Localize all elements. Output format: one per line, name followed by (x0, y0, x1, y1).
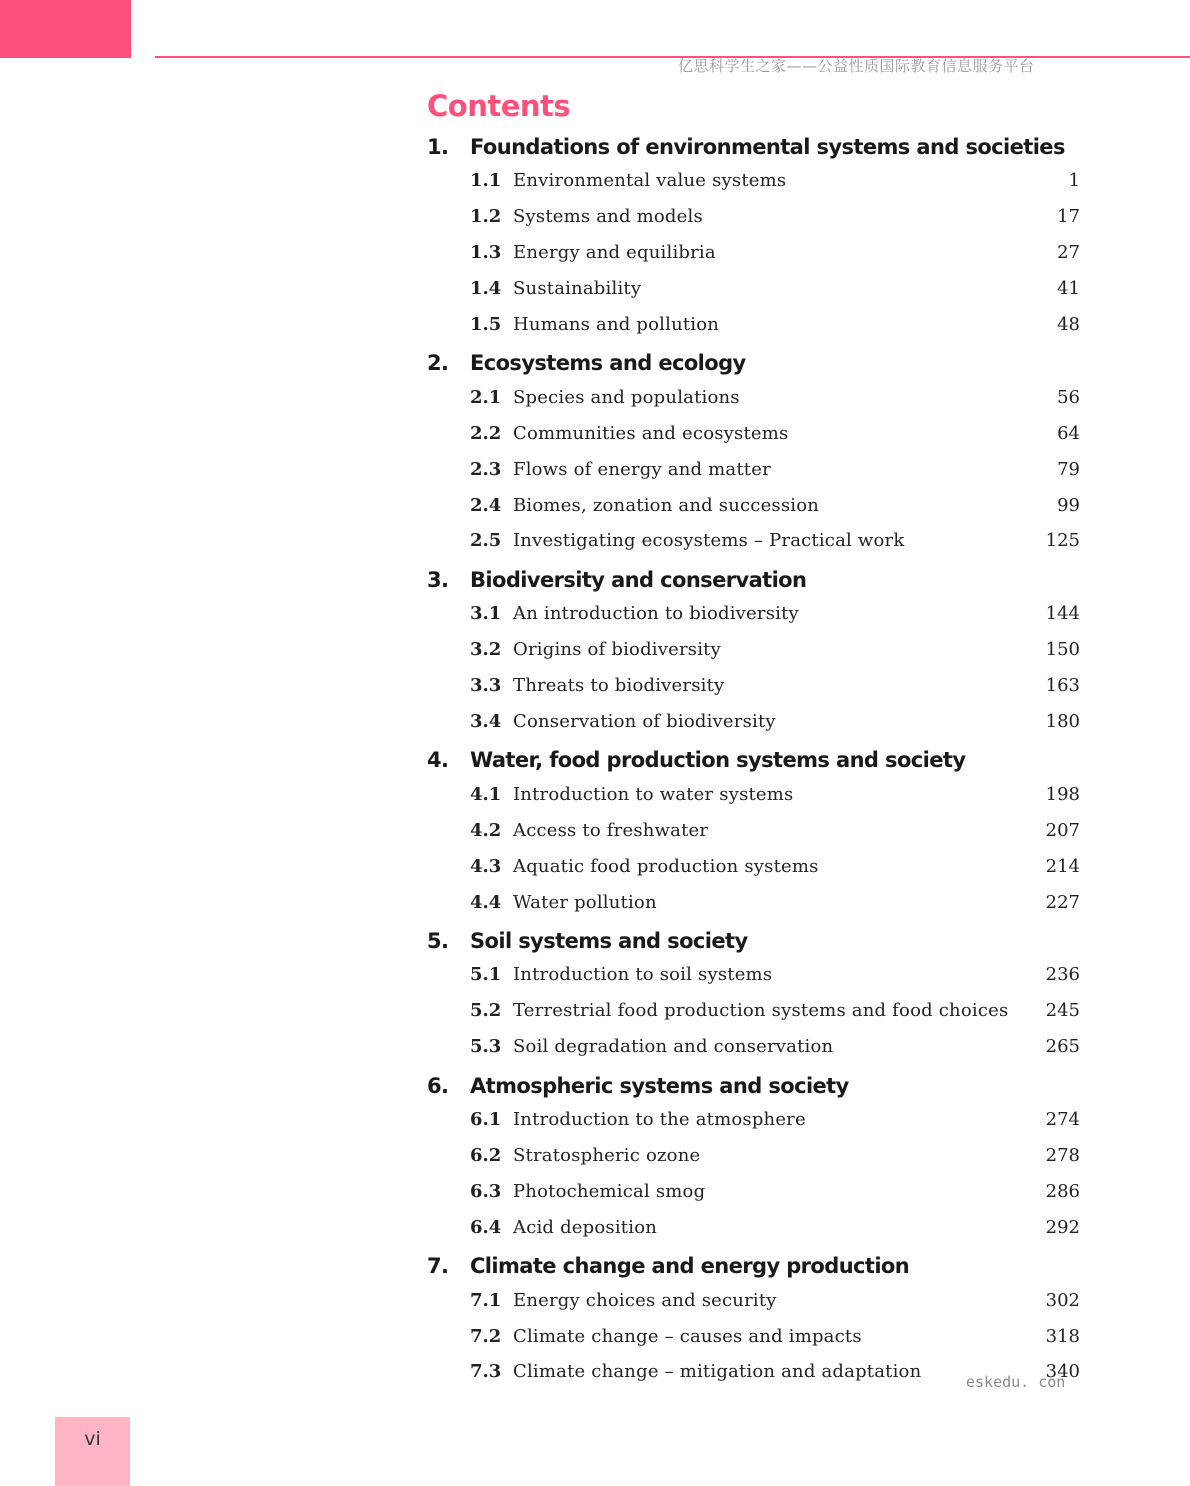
chapter-title: Biodiversity and conservation (470, 567, 807, 592)
chapter-title: Water, food production systems and society (470, 748, 966, 773)
section-number: 3.1 (470, 603, 502, 625)
section-title: Energy and equilibria (513, 242, 716, 264)
chapter (427, 744, 1080, 920)
chapter-title: Soil systems and society (470, 929, 748, 954)
section-number: 2.3 (470, 458, 502, 480)
section-page-number: 79 (1057, 458, 1080, 480)
header-rule (155, 56, 1190, 58)
section-page-number: 292 (1045, 1216, 1080, 1238)
toc-entry[interactable] (427, 884, 1080, 920)
section-page-number: 340 (1045, 1361, 1080, 1383)
section-page-number: 265 (1045, 1036, 1080, 1058)
section-number: 2.4 (470, 494, 502, 516)
section-page-number: 150 (1045, 639, 1080, 661)
section-page-number: 236 (1045, 964, 1080, 986)
corner-tab (0, 0, 131, 58)
section-title: An introduction to biodiversity (513, 603, 799, 625)
page-number-tab (55, 1417, 130, 1486)
section-number: 6.4 (470, 1216, 502, 1238)
section-page-number: 180 (1045, 711, 1080, 733)
section-page-number: 302 (1045, 1289, 1080, 1311)
section-number: 2.1 (470, 386, 502, 408)
toc-entry[interactable] (427, 776, 1080, 812)
section-page-number: 17 (1057, 206, 1080, 228)
toc-entry[interactable] (427, 199, 1080, 235)
toc-entry[interactable] (427, 632, 1080, 668)
chapter-heading[interactable] (427, 1070, 1080, 1102)
toc-entry[interactable] (427, 1102, 1080, 1138)
section-number: 5.1 (470, 964, 502, 986)
toc-entry[interactable] (427, 1138, 1080, 1174)
chapter (427, 925, 1080, 1065)
section-number: 2.2 (470, 422, 502, 444)
chapter-heading[interactable] (427, 131, 1080, 163)
toc-entry[interactable] (427, 415, 1080, 451)
chapter-number: 6. (427, 1073, 449, 1098)
section-title: Conservation of biodiversity (513, 711, 776, 733)
chapter-heading[interactable] (427, 1250, 1080, 1282)
chapter-number: 5. (427, 929, 449, 954)
toc-entry[interactable] (427, 848, 1080, 884)
section-page-number: 48 (1057, 314, 1080, 335)
section-title: Aquatic food production systems (513, 855, 819, 877)
chapter-number: 4. (427, 748, 449, 773)
section-title: Species and populations (513, 386, 740, 408)
toc-entry[interactable] (427, 704, 1080, 740)
section-page-number: 144 (1045, 603, 1080, 625)
section-title: Energy choices and security (513, 1289, 777, 1311)
section-title: Water pollution (513, 891, 657, 913)
chapter (427, 1070, 1080, 1246)
section-number: 5.3 (470, 1036, 502, 1058)
section-title: Climate change – causes and impacts (513, 1325, 862, 1347)
toc-entry[interactable] (427, 596, 1080, 632)
chapter-title: Foundations of environmental systems and societies (470, 135, 1065, 159)
section-page-number: 214 (1045, 855, 1080, 877)
toc-entry[interactable] (427, 1209, 1080, 1245)
toc-entry[interactable] (427, 235, 1080, 271)
chapter-heading[interactable] (427, 347, 1080, 379)
section-number: 1.4 (470, 278, 502, 300)
section-number: 1.1 (470, 170, 502, 192)
section-number: 3.2 (470, 639, 502, 661)
section-number: 1.2 (470, 206, 502, 228)
chapter-number: 1. (427, 135, 449, 159)
section-title: Climate change – mitigation and adaptation (513, 1361, 922, 1383)
chapter (427, 131, 1080, 342)
section-title: Stratospheric ozone (513, 1145, 701, 1167)
toc-entry[interactable] (427, 957, 1080, 993)
toc-entry[interactable] (427, 812, 1080, 848)
section-number: 3.3 (470, 675, 502, 697)
section-number: 6.2 (470, 1145, 502, 1167)
section-page-number: 245 (1045, 1000, 1080, 1022)
page-number: vi (84, 1428, 101, 1450)
chapter (427, 1250, 1080, 1390)
section-title: Investigating ecosystems – Practical work (513, 530, 905, 552)
section-number: 5.2 (470, 1000, 502, 1022)
toc-entry[interactable] (427, 1173, 1080, 1209)
section-page-number: 207 (1045, 819, 1080, 841)
section-title: Terrestrial food production systems and food choices (513, 1000, 1009, 1022)
section-number: 7.1 (470, 1289, 502, 1311)
toc-entry[interactable] (427, 163, 1080, 199)
toc-entry[interactable] (427, 1029, 1080, 1065)
page-title: Contents (427, 89, 571, 123)
section-page-number: 318 (1045, 1325, 1080, 1347)
section-title: Introduction to water systems (513, 783, 794, 805)
toc-entry[interactable] (427, 487, 1080, 523)
section-page-number: 99 (1057, 494, 1080, 516)
section-title: Sustainability (513, 278, 642, 300)
section-page-number: 274 (1045, 1109, 1080, 1131)
chapter-number: 3. (427, 567, 449, 592)
toc-entry[interactable] (427, 1282, 1080, 1318)
section-number: 1.5 (470, 314, 502, 335)
chapter (427, 564, 1080, 740)
section-number: 4.2 (470, 819, 502, 841)
chapter-number: 2. (427, 351, 449, 376)
toc-entry[interactable] (427, 668, 1080, 704)
chapter (427, 347, 1080, 558)
section-title: Introduction to soil systems (513, 964, 773, 986)
chapter-number: 7. (427, 1254, 449, 1279)
section-title: Biomes, zonation and succession (513, 494, 820, 516)
section-title: Communities and ecosystems (513, 422, 789, 444)
chapter-heading[interactable] (427, 564, 1080, 596)
section-number: 1.3 (470, 242, 502, 264)
section-number: 7.3 (470, 1361, 502, 1383)
toc-entry[interactable] (427, 1318, 1080, 1354)
section-number: 4.4 (470, 891, 502, 913)
footer-watermark: eskedu. con (966, 1373, 1066, 1391)
toc-entry[interactable] (427, 379, 1080, 415)
section-page-number: 227 (1045, 891, 1080, 913)
section-page-number: 41 (1057, 278, 1080, 300)
section-number: 4.1 (470, 783, 502, 805)
section-title: Photochemical smog (513, 1180, 706, 1202)
section-page-number: 163 (1045, 675, 1080, 697)
section-title: Soil degradation and conservation (513, 1036, 834, 1058)
section-page-number: 125 (1045, 530, 1080, 552)
section-number: 6.1 (470, 1109, 502, 1131)
section-title: Origins of biodiversity (513, 639, 721, 661)
section-page-number: 56 (1057, 386, 1080, 408)
toc-entry[interactable] (427, 523, 1080, 559)
toc-entry[interactable] (427, 307, 1080, 343)
toc-entry[interactable] (427, 451, 1080, 487)
toc-entry[interactable] (427, 993, 1080, 1029)
section-page-number: 278 (1045, 1145, 1080, 1167)
section-number: 6.3 (470, 1180, 502, 1202)
section-title: Humans and pollution (513, 314, 720, 335)
section-number: 2.5 (470, 530, 502, 552)
section-number: 7.2 (470, 1325, 502, 1347)
section-title: Threats to biodiversity (513, 675, 725, 697)
chapter-title: Ecosystems and ecology (470, 351, 746, 376)
chapter-heading[interactable] (427, 925, 1080, 957)
chapter-title: Climate change and energy production (470, 1254, 910, 1279)
section-title: Environmental value systems (513, 170, 787, 192)
section-page-number: 64 (1057, 422, 1080, 444)
section-number: 4.3 (470, 855, 502, 877)
header-watermark: 亿思科学生之家——公益性质国际教育信息服务平台 (678, 57, 1035, 75)
section-title: Systems and models (513, 206, 703, 228)
section-page-number: 198 (1045, 783, 1080, 805)
section-title: Flows of energy and matter (513, 458, 771, 480)
chapter-title: Atmospheric systems and society (470, 1073, 849, 1098)
toc-entry[interactable] (427, 271, 1080, 307)
table-of-contents (427, 131, 1080, 1395)
section-title: Acid deposition (513, 1216, 658, 1238)
chapter-heading[interactable] (427, 744, 1080, 776)
section-title: Introduction to the atmosphere (513, 1109, 806, 1131)
section-page-number: 1 (1068, 170, 1080, 192)
section-page-number: 27 (1057, 242, 1080, 264)
section-title: Access to freshwater (513, 819, 709, 841)
section-number: 3.4 (470, 711, 502, 733)
section-page-number: 286 (1045, 1180, 1080, 1202)
